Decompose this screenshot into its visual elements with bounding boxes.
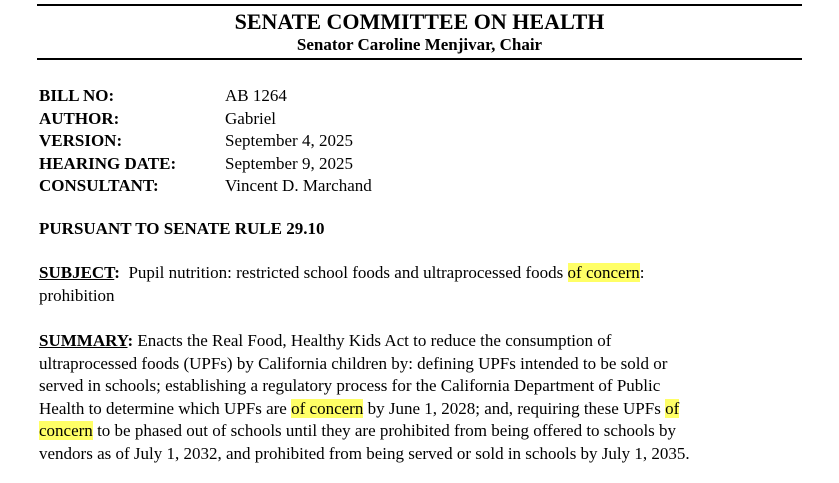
bill-no-label: BILL NO: <box>39 86 115 105</box>
summary-highlight-3: concern <box>39 421 93 440</box>
hearing-date-row <box>39 153 372 176</box>
summary-line-1 <box>39 330 799 353</box>
subject-line-2: prohibition <box>39 285 115 305</box>
subject-line-1 <box>39 262 799 285</box>
version-value: September 4, 2025 <box>225 131 353 150</box>
subject-label-colon: : <box>114 263 120 282</box>
summary-line-5 <box>39 420 799 443</box>
summary-line-3: served in schools; establishing a regulatory process for the California Department of Public <box>39 376 661 395</box>
subject-highlight: of concern <box>567 263 640 282</box>
summary-highlight-1: of concern <box>291 398 364 418</box>
bill-info-table <box>39 85 372 198</box>
consultant-label: CONSULTANT: <box>39 176 159 195</box>
senate-rule-heading: PURSUANT TO SENATE RULE 29.10 <box>39 219 325 238</box>
bill-no-row <box>39 85 372 108</box>
committee-chair: Senator Caroline Menjivar, Chair <box>296 35 543 54</box>
consultant-value: Vincent D. Marchand <box>225 176 372 195</box>
committee-header <box>37 4 802 60</box>
summary-label-colon: : <box>127 331 134 350</box>
summary-text-4a: Health to determine which UPFs are <box>39 398 292 418</box>
subject-text: Pupil nutrition: restricted school foods and ultraprocessed foods <box>119 263 568 282</box>
summary-label: SUMMARY <box>39 331 128 350</box>
author-value: Gabriel <box>225 108 276 128</box>
summary-line-2: ultraprocessed foods (UPFs) by California children by: defining UPFs intended to be sold or <box>39 353 668 373</box>
bill-no-value: AB 1264 <box>225 86 287 105</box>
subject-paragraph <box>39 262 799 307</box>
author-row <box>39 108 372 131</box>
author-label: AUTHOR: <box>39 108 120 128</box>
summary-highlight-2: of <box>665 398 680 418</box>
committee-title: SENATE COMMITTEE ON HEALTH <box>234 9 605 34</box>
consultant-row <box>39 175 372 198</box>
summary-line-6: vendors as of July 1, 2032, and prohibited from being served or sold in schools by July 1, 2035. <box>39 443 690 463</box>
subject-label-text: SUBJECT <box>39 263 115 282</box>
summary-text-4b: by June 1, 2028; and, requiring these UPFs <box>363 398 666 418</box>
summary-text-5: to be phased out of schools until they are prohibited from being offered to schools by <box>92 421 677 440</box>
summary-text-1: Enacts the Real Food, Healthy Kids Act to reduce the consumption of <box>133 331 612 350</box>
version-row <box>39 130 372 153</box>
hearing-date-label: HEARING DATE: <box>39 153 177 173</box>
summary-line-4 <box>39 398 799 421</box>
subject-text-end: : <box>639 263 645 282</box>
subject-label <box>39 263 120 282</box>
summary-paragraph <box>39 330 799 465</box>
hearing-date-value: September 9, 2025 <box>225 153 353 173</box>
version-label: VERSION: <box>39 131 123 150</box>
